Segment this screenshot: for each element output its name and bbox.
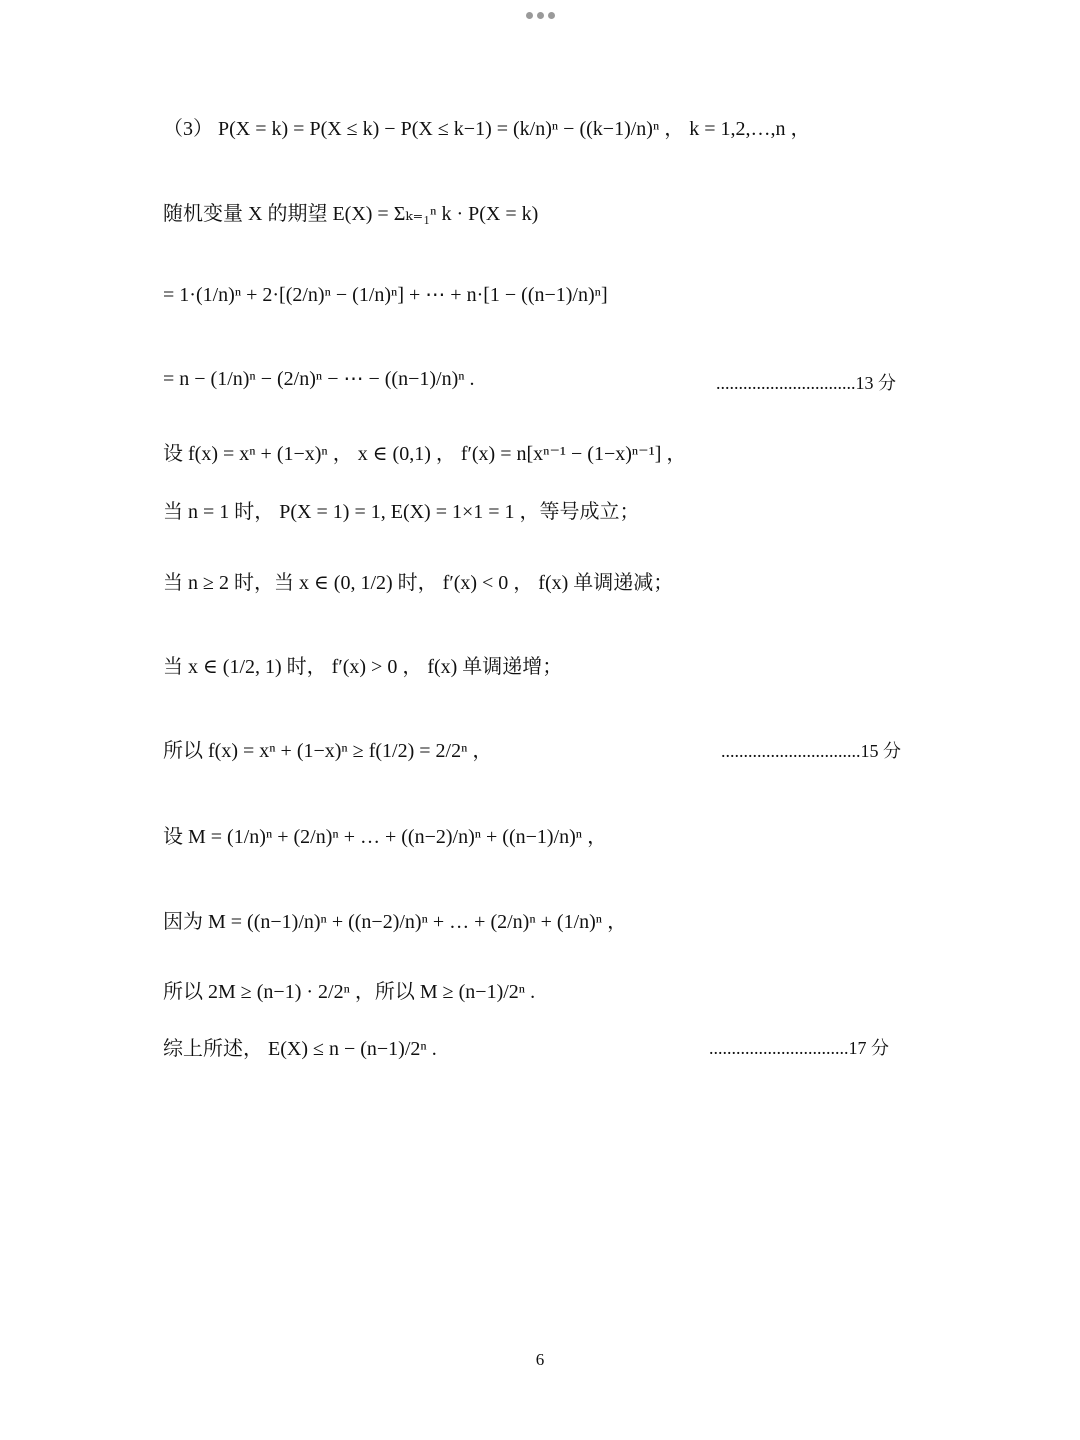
solution-line-7: 当 n ≥ 2 时，当 x ∈ (0, 1/2) 时， f′(x) < 0 ， f(x) 单调递减； [163, 572, 674, 594]
solution-line-2: 随机变量 X 的期望 E(X) = Σₖ₌₁ⁿ k · P(X = k) [163, 203, 539, 225]
solution-line-6: 当 n = 1 时， P(X = 1) = 1, E(X) = 1×1 = 1 ，等号成立； [163, 501, 640, 523]
solution-line-10: 设 M = (1/n)ⁿ + (2/n)ⁿ + … + ((n−2)/n)ⁿ + ((n−1)/n)ⁿ ， [163, 826, 608, 848]
solution-line-8: 当 x ∈ (1/2, 1) 时， f′(x) > 0 ， f(x) 单调递增； [163, 656, 563, 678]
score-marker-13: ...............................13 分 [716, 373, 896, 393]
page-number: 6 [535, 1350, 545, 1369]
solution-line-11: 因为 M = ((n−1)/n)ⁿ + ((n−2)/n)ⁿ + … + (2/n)ⁿ + (1/n)ⁿ ， [163, 911, 628, 933]
solution-line-12: 所以 2M ≥ (n−1) · 2/2ⁿ ，所以 M ≥ (n−1)/2ⁿ . [163, 981, 536, 1003]
solution-line-13: 综上所述， E(X) ≤ n − (n−1)/2ⁿ . [163, 1038, 437, 1060]
score-marker-17: ...............................17 分 [709, 1038, 889, 1058]
solution-line-1: （3） P(X = k) = P(X ≤ k) − P(X ≤ k−1) = (k/n)ⁿ − ((k−1)/n)ⁿ ， k = 1,2,…,n ， [163, 118, 811, 140]
solution-line-4: = n − (1/n)ⁿ − (2/n)ⁿ − ⋯ − ((n−1)/n)ⁿ . [163, 368, 475, 390]
solution-line-3: = 1·(1/n)ⁿ + 2·[(2/n)ⁿ − (1/n)ⁿ] + ⋯ + n·[1 − ((n−1)/n)ⁿ] [163, 284, 608, 306]
solution-line-9: 所以 f(x) = xⁿ + (1−x)ⁿ ≥ f(1/2) = 2/2ⁿ ， [163, 740, 493, 762]
more-options-icon[interactable] [0, 6, 1080, 24]
solution-line-5: 设 f(x) = xⁿ + (1−x)ⁿ ， x ∈ (0,1) ， f′(x) = n[xⁿ⁻¹ − (1−x)ⁿ⁻¹] ， [163, 443, 687, 465]
score-marker-15: ...............................15 分 [721, 741, 901, 761]
